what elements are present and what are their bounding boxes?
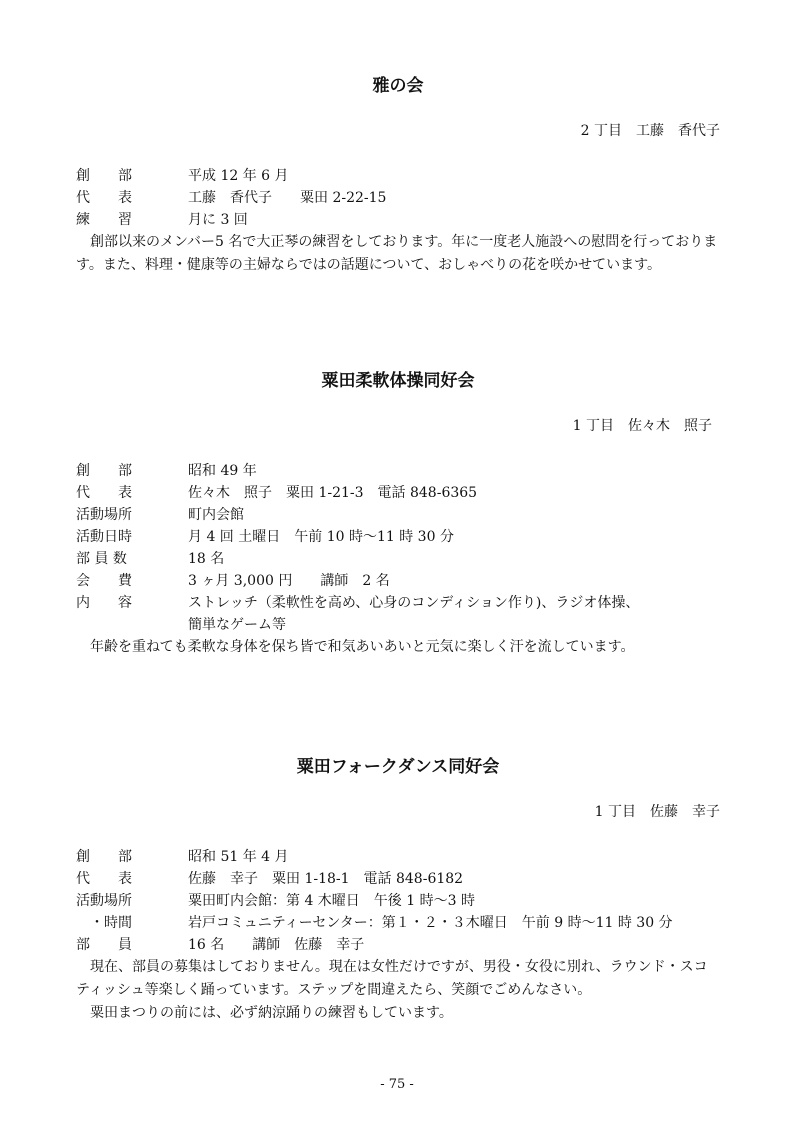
club-location: 2 丁目 工藤 香代子 (580, 123, 720, 139)
info-label: 部 員 (76, 937, 132, 953)
club-info (76, 846, 720, 956)
info-label: 代 表 (76, 190, 132, 206)
club-description: 粟田まつりの前には、必ず納涼踊りの練習もしています。 (90, 1005, 453, 1021)
info-value: 昭和 49 年 (188, 463, 257, 479)
info-label (76, 614, 188, 636)
info-row-founded (76, 846, 720, 868)
info-row-time (76, 912, 720, 934)
club-location: 1 丁目 佐藤 幸子 (594, 804, 720, 820)
info-label: 部 員 数 (76, 551, 127, 567)
info-value: 月に 3 回 (188, 212, 248, 228)
info-label: 内 容 (76, 595, 132, 611)
info-value: 町内会館 (188, 507, 244, 523)
info-value: 月 4 回 土曜日 午前 10 時～11 時 30 分 (188, 529, 454, 545)
info-value: ストレッチ（柔軟性を高め、心身のコンディション作り)、ラジオ体操、 (188, 595, 640, 611)
club-title: 粟田柔軟体操同好会 (321, 371, 475, 391)
info-value: 昭和 51 年 4 月 (188, 849, 289, 865)
info-label: 代 表 (76, 485, 132, 501)
info-label: 創 部 (76, 849, 132, 865)
info-row-practice (76, 209, 720, 231)
info-row-content-continued (76, 614, 720, 636)
club-location: 1 丁目 佐々木 照子 (572, 418, 712, 434)
info-value: 16 名 講師 佐藤 幸子 (188, 937, 365, 953)
info-value: 18 名 (188, 551, 225, 567)
club-section-kurita-flexibility (76, 369, 720, 659)
info-label: 会 費 (76, 573, 132, 589)
club-title: 粟田フォークダンス同好会 (296, 757, 500, 777)
info-row-venue (76, 504, 720, 526)
info-label: 練 習 (76, 212, 132, 228)
info-value: 粟田町内会館：第 4 木曜日 午後 1 時～3 時 (188, 893, 475, 909)
info-label: 活動場所 (76, 893, 132, 909)
club-title: 雅の会 (372, 76, 424, 96)
club-section-kurita-folkdance (76, 755, 720, 1025)
info-row-representative (76, 868, 720, 890)
info-value: 岩戸コミュニティーセンター：第１・２・３木曜日 午前 9 時～11 時 30 分 (188, 915, 673, 931)
info-value: 簡単なゲーム等 (188, 617, 286, 633)
page-number: - 75 - (380, 1077, 414, 1092)
club-description: 年齢を重ねても柔軟な身体を保ち皆で和気あいあいと元気に楽しく汗を流しています。 (90, 639, 635, 655)
club-section-miyabi (76, 74, 720, 277)
club-info (76, 165, 720, 231)
club-description: 創部以来のメンバー5 名で大正琴の練習をしております。年に一度老人施設への慰問を行っております。また、料理・健康等の主婦ならではの話題について、おしゃべりの花を咲かせています。 (76, 234, 718, 273)
info-label: ・時間 (76, 915, 132, 931)
info-label: 代 表 (76, 871, 132, 887)
club-info (76, 460, 720, 636)
info-value: 佐々木 照子 粟田 1-21-3 電話 848-6365 (188, 485, 478, 501)
info-row-venue (76, 890, 720, 912)
info-row-representative (76, 482, 720, 504)
info-row-members (76, 934, 720, 956)
info-value: 平成 12 年 6 月 (188, 168, 289, 184)
info-row-content (76, 592, 720, 614)
info-label: 活動日時 (76, 529, 132, 545)
info-value: 佐藤 幸子 粟田 1-18-1 電話 848-6182 (188, 871, 464, 887)
info-value: 3 ヶ月 3,000 円 講師 2 名 (188, 573, 390, 589)
info-row-representative (76, 187, 720, 209)
info-label: 創 部 (76, 463, 132, 479)
info-label: 活動場所 (76, 507, 132, 523)
info-row-fee (76, 570, 720, 592)
info-label: 創 部 (76, 168, 132, 184)
club-description: 現在、部員の募集はしておりません。現在は女性だけですが、男役・女役に別れ、ラウンド・スコティッシュ等楽しく踊っています。ステップを間違えたら、笑顔でごめんなさい。 (76, 959, 708, 998)
info-row-founded (76, 165, 720, 187)
info-row-schedule (76, 526, 720, 548)
info-row-members (76, 548, 720, 570)
info-row-founded (76, 460, 720, 482)
info-value: 工藤 香代子 粟田 2-22-15 (188, 190, 387, 206)
